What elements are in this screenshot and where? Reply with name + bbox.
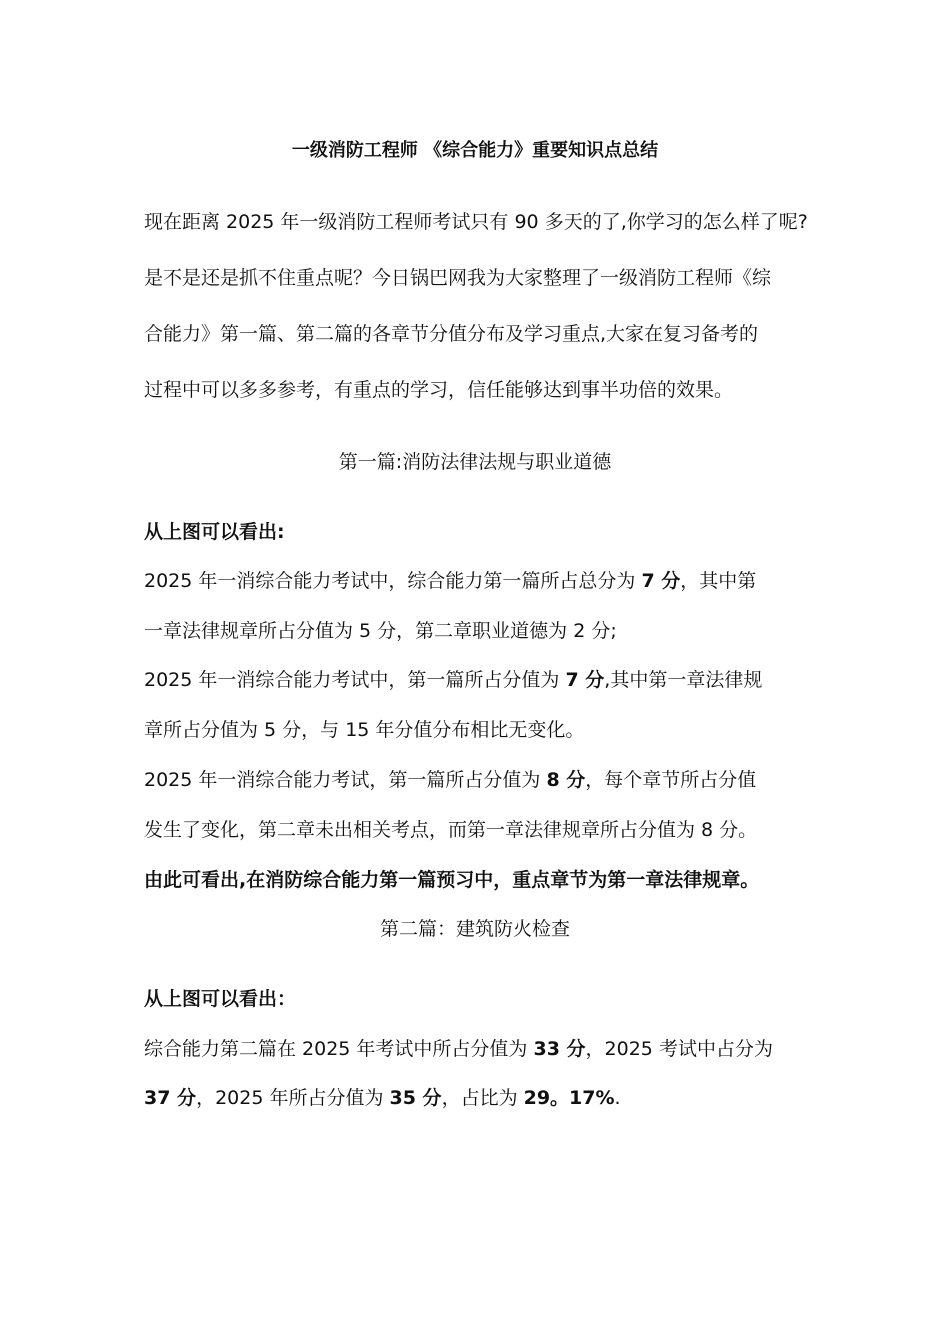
- text-run: ，其中第: [680, 570, 757, 592]
- part1-para2-line1: [144, 668, 814, 692]
- part1-para1-line1: [144, 569, 814, 593]
- part1-heading: 第一篇:消防法律法规与职业道德: [338, 451, 612, 473]
- intro-line-3: 合能力》第一篇、第二篇的各章节分值分布及学习重点,大家在复习备考的: [144, 323, 759, 345]
- text-run: .: [614, 1087, 621, 1109]
- text-run: ，每个章节所占分值: [585, 769, 757, 791]
- score-highlight: 7 分: [565, 669, 605, 691]
- part1-para1-line2: 一章法律规章所占分值为 5 分，第二章职业道德为 2 分;: [144, 620, 617, 642]
- part2-para1-line1: [144, 1037, 814, 1061]
- text-run: ,其中第一章法律规: [604, 669, 763, 691]
- part1-para2-line2: 章所占分值为 5 分，与 15 年分值分布相比无变化。: [144, 719, 585, 741]
- part2-heading: 第二篇：建筑防火检查: [379, 918, 570, 940]
- text-run: 2025 年一消综合能力考试中，综合能力第一篇所占总分为: [144, 570, 642, 592]
- percent-highlight: 29。17%: [523, 1087, 615, 1109]
- intro-line-4: 过程中可以多多参考，有重点的学习，信任能够达到事半功倍的效果。: [144, 379, 734, 401]
- text-run: ，2025 年所占分值为: [196, 1087, 390, 1109]
- part1-conclusion: 由此可看出,在消防综合能力第一篇预习中，重点章节为第一章法律规章。: [144, 869, 760, 891]
- text-run: 2025 年一消综合能力考试，第一篇所占分值为: [144, 769, 547, 791]
- score-highlight: 7 分: [641, 570, 681, 592]
- score-highlight: 37 分: [144, 1087, 197, 1109]
- text-run: 2025 年一消综合能力考试中，第一篇所占分值为: [144, 669, 566, 691]
- document-title: 一级消防工程师 《综合能力》重要知识点总结: [291, 140, 659, 161]
- part2-seen-label: 从上图可以看出：: [144, 988, 297, 1010]
- score-highlight: 8 分: [546, 769, 586, 791]
- part1-para3-line2: 发生了变化，第二章未出相关考点，而第一章法律规章所占分值为 8 分。: [144, 819, 758, 841]
- part1-para3-line1: [144, 768, 814, 792]
- score-highlight: 33 分: [533, 1038, 586, 1060]
- intro-line-2: 是不是还是抓不住重点呢？今日锅巴网我为大家整理了一级消防工程师《综: [144, 267, 772, 289]
- intro-line-1: 现在距离 2025 年一级消防工程师考试只有 90 多天的了,你学习的怎么样了呢?: [144, 211, 808, 233]
- text-run: ，2025 考试中占分为: [585, 1038, 773, 1060]
- part1-seen-label: 从上图可以看出:: [144, 521, 285, 543]
- text-run: 综合能力第二篇在 2025 年考试中所占分值为: [144, 1038, 534, 1060]
- text-run: ，占比为: [441, 1087, 524, 1109]
- part2-para1-line2: [144, 1086, 814, 1110]
- score-highlight: 35 分: [389, 1087, 442, 1109]
